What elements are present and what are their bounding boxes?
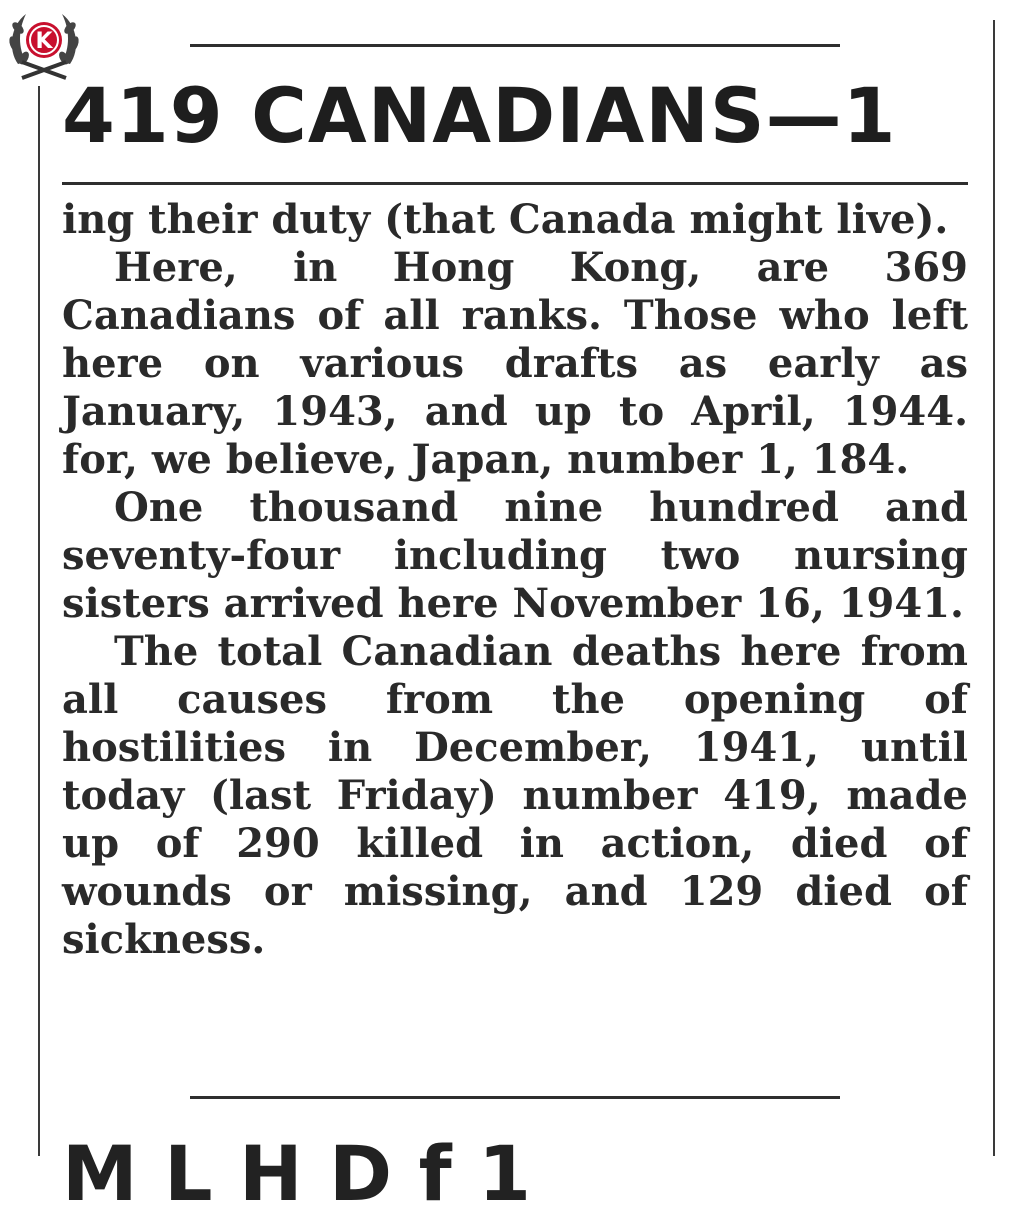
svg-text:K: K (35, 29, 53, 54)
bottom-rule (190, 1096, 840, 1099)
headline-underline-rule (62, 182, 968, 185)
next-headline-text: M L H D f 1 (62, 1129, 531, 1218)
column-rule-right (993, 20, 995, 1156)
article-paragraph: ing their duty (that Canada might live). (62, 196, 949, 243)
article-paragraph: The total Canadian deaths here from all causes from the opening of hostilities in December, 1941, until today (last Friday) number 419, made up of 290 killed in action, died of wounds or missing, and 129 died of sickness. (62, 628, 968, 963)
next-article-headline-fragment (62, 1120, 972, 1218)
top-rule (190, 44, 840, 47)
article-paragraph: One thousand nine hundred and seventy-four including two nursing sisters arrived here November 16, 1941. (62, 484, 968, 627)
headline: 419 CANADIANS—1 (62, 71, 897, 160)
article-paragraph: Here, in Hong Kong, are 369 Canadians of all ranks. Those who left here on various drafts as early as January, 1943, and up to April, 1944. for, we believe, Japan, number 1, 184. (62, 244, 968, 483)
article-body (62, 196, 968, 964)
column-rule-left (38, 86, 40, 1156)
